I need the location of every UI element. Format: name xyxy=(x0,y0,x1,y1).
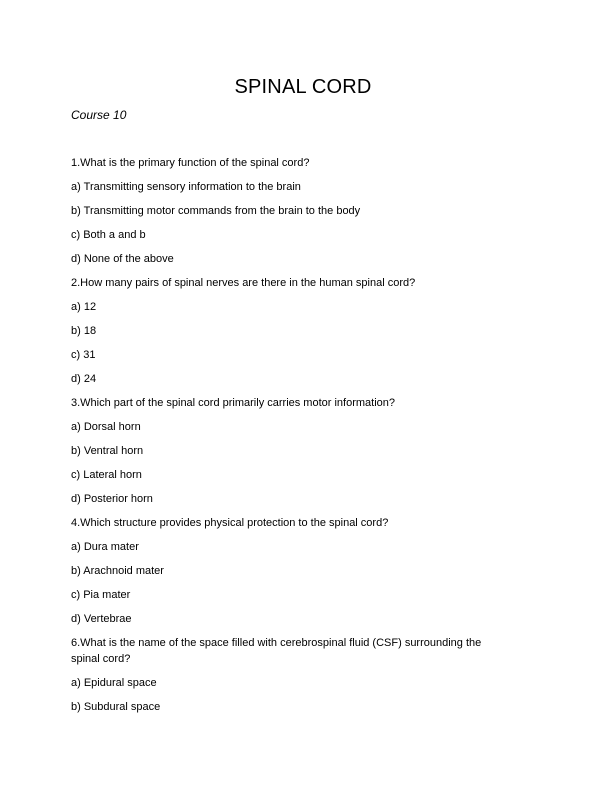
question-text: 6.What is the name of the space filled with cerebrospinal fluid (CSF) surrounding the spinal cord? xyxy=(71,637,482,665)
answer-option: d) Vertebrae xyxy=(71,613,132,625)
answer-option: b) Arachnoid mater xyxy=(71,565,164,577)
answer-option: d) Posterior horn xyxy=(71,493,153,505)
question-list xyxy=(71,155,511,723)
answer-option: c) Pia mater xyxy=(71,589,131,601)
answer-option: a) Dorsal horn xyxy=(71,421,141,433)
document-title: SPINAL CORD xyxy=(234,76,372,98)
question-text: 1.What is the primary function of the spinal cord? xyxy=(71,157,310,169)
answer-option: d) 24 xyxy=(71,373,97,385)
question-text: 2.How many pairs of spinal nerves are there in the human spinal cord? xyxy=(71,277,416,289)
answer-option: a) Epidural space xyxy=(71,677,157,689)
answer-option: a) 12 xyxy=(71,301,97,313)
answer-option: b) Subdural space xyxy=(71,701,161,713)
answer-option: b) Ventral horn xyxy=(71,445,144,457)
answer-option: d) None of the above xyxy=(71,253,174,265)
answer-option: c) 31 xyxy=(71,349,96,361)
course-label: Course 10 xyxy=(71,108,127,122)
answer-option: c) Both a and b xyxy=(71,229,146,241)
answer-option: a) Dura mater xyxy=(71,541,139,553)
answer-option: b) 18 xyxy=(71,325,97,337)
question-text: 3.Which part of the spinal cord primarily carries motor information? xyxy=(71,397,396,409)
question-text: 4.Which structure provides physical protection to the spinal cord? xyxy=(71,517,389,529)
answer-option: b) Transmitting motor commands from the brain to the body xyxy=(71,205,361,217)
answer-option: a) Transmitting sensory information to the brain xyxy=(71,181,301,193)
answer-option: c) Lateral horn xyxy=(71,469,142,481)
